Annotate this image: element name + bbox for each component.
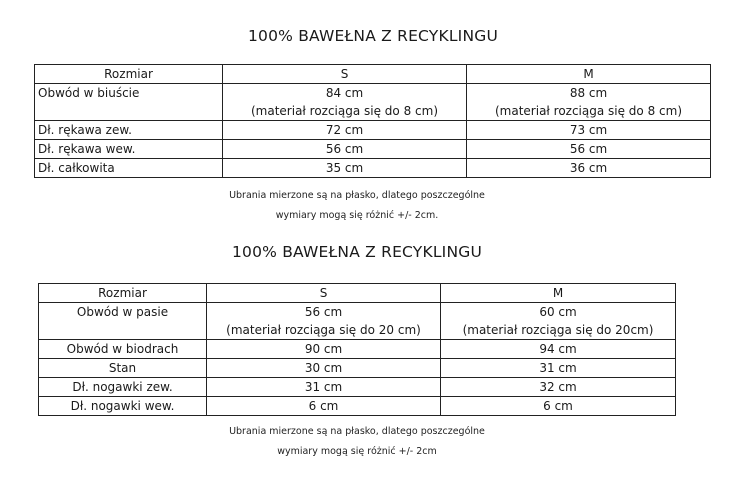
cell-m: 94 cm	[441, 340, 676, 359]
cell-m: 32 cm	[441, 378, 676, 397]
table-row	[39, 397, 676, 416]
table1-title: 100% BAWEŁNA Z RECYKLINGU	[247, 27, 499, 45]
cell-value: 60 cm	[539, 305, 577, 319]
table-row	[39, 378, 676, 397]
cell-s: 90 cm	[207, 340, 441, 359]
cell-m	[441, 303, 676, 340]
row-label: Dł. nogawki zew.	[39, 378, 207, 397]
row-label: Dł. rękawa wew.	[35, 140, 223, 159]
table-header-row	[35, 65, 711, 84]
cell-note: (materiał rozciąga się do 8 cm)	[250, 104, 438, 118]
cell-s: 72 cm	[223, 121, 467, 140]
cell-note: (materiał rozciąga się do 20 cm)	[226, 323, 421, 337]
cell-value: 84 cm	[325, 86, 364, 100]
note-line: Ubrania mierzone są na płasko, dlatego poszczególne	[229, 190, 485, 201]
table-header-row	[39, 284, 676, 303]
row-label: Dł. całkowita	[35, 159, 223, 178]
row-label: Obwód w pasie	[39, 303, 207, 340]
header-size: Rozmiar	[35, 65, 223, 84]
cell-m: 56 cm	[467, 140, 711, 159]
cell-s	[207, 303, 441, 340]
header-size: Rozmiar	[39, 284, 207, 303]
cell-m: 36 cm	[467, 159, 711, 178]
cell-s: 6 cm	[207, 397, 441, 416]
header-m: M	[441, 284, 676, 303]
cell-m	[467, 84, 711, 121]
note-line: wymiary mogą się różnić +/- 2cm.	[275, 210, 439, 221]
cell-m: 73 cm	[467, 121, 711, 140]
cell-s: 35 cm	[223, 159, 467, 178]
note-line: wymiary mogą się różnić +/- 2cm	[277, 446, 437, 457]
cell-s: 30 cm	[207, 359, 441, 378]
cell-m: 6 cm	[441, 397, 676, 416]
table-row	[39, 303, 676, 340]
cell-value: 88 cm	[569, 86, 608, 100]
cell-value: 56 cm	[304, 305, 343, 319]
table-row	[39, 340, 676, 359]
row-label: Obwód w biuście	[35, 84, 223, 121]
note-line: Ubrania mierzone są na płasko, dlatego poszczególne	[229, 426, 485, 437]
row-label: Stan	[39, 359, 207, 378]
cell-m: 31 cm	[441, 359, 676, 378]
cell-s	[223, 84, 467, 121]
table-row	[35, 84, 711, 121]
header-s: S	[207, 284, 441, 303]
row-label: Dł. rękawa zew.	[35, 121, 223, 140]
table-row	[35, 121, 711, 140]
measurement-note-bottom	[0, 422, 714, 462]
size-table-bottom	[38, 283, 676, 416]
table-row	[39, 359, 676, 378]
table-row	[35, 140, 711, 159]
table2-title: 100% BAWEŁNA Z RECYKLINGU	[231, 243, 483, 261]
header-s: S	[223, 65, 467, 84]
cell-s: 31 cm	[207, 378, 441, 397]
row-label: Obwód w biodrach	[39, 340, 207, 359]
cell-s: 56 cm	[223, 140, 467, 159]
header-m: M	[467, 65, 711, 84]
measurement-note-top	[0, 186, 714, 226]
cell-note: (materiał rozciąga się do 8 cm)	[494, 104, 682, 118]
size-table-top	[34, 64, 711, 178]
row-label: Dł. nogawki wew.	[39, 397, 207, 416]
cell-note: (materiał rozciąga się do 20cm)	[462, 323, 654, 337]
table-row	[35, 159, 711, 178]
